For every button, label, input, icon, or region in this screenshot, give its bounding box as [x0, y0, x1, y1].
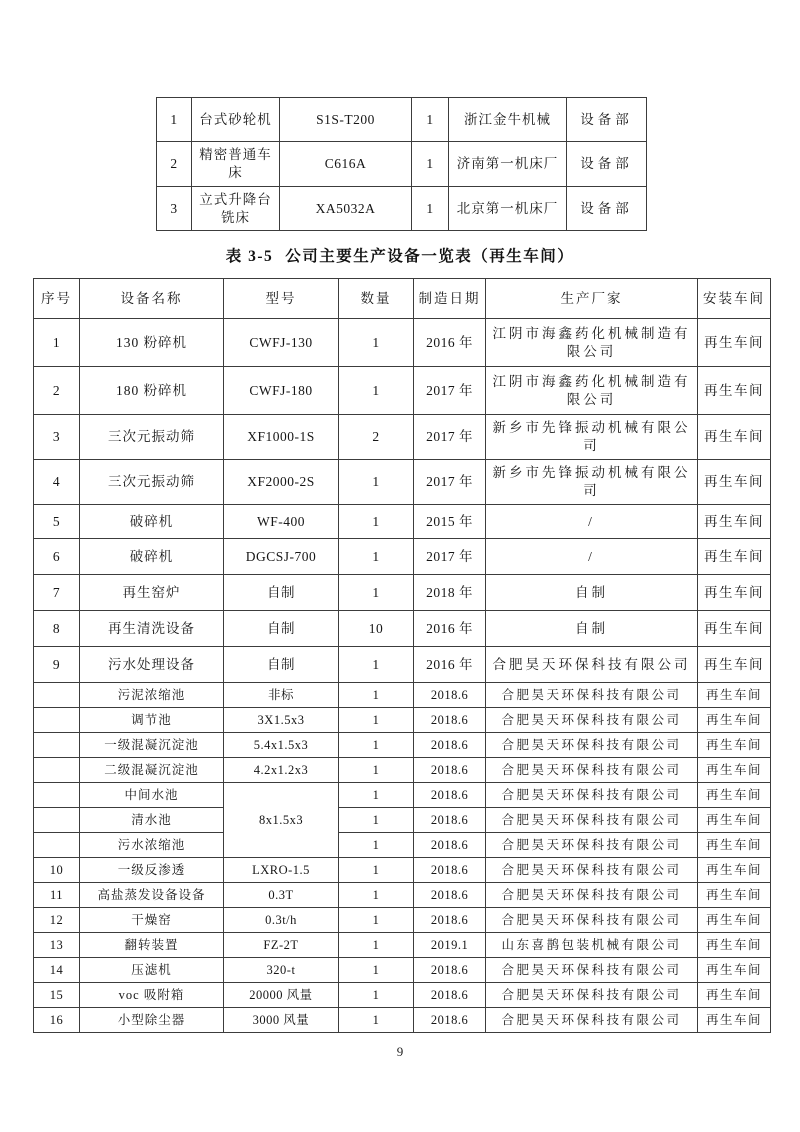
cell-equipment-name: 污泥浓缩池: [80, 683, 224, 708]
main-table-row: [34, 983, 771, 1008]
cell-model: 自制: [224, 647, 339, 683]
cell-quantity: 1: [412, 98, 449, 142]
cell-quantity: 1: [339, 1008, 414, 1033]
cell-serial: 4: [34, 460, 80, 505]
cell-equipment-name: 二级混凝沉淀池: [80, 758, 224, 783]
cell-manufacture-date: 2016 年: [414, 647, 486, 683]
cell-manufacturer: 合肥昊天环保科技有限公司: [486, 708, 698, 733]
cell-model: C616A: [280, 142, 412, 187]
cell-manufacture-date: 2018.6: [414, 683, 486, 708]
cell-manufacturer: /: [486, 505, 698, 539]
header-model: 型号: [224, 279, 339, 319]
cell-model: 3X1.5x3: [224, 708, 339, 733]
cell-equipment-name: 再生清洗设备: [80, 611, 224, 647]
cell-manufacturer: 合肥昊天环保科技有限公司: [486, 983, 698, 1008]
cell-quantity: 1: [339, 505, 414, 539]
cell-quantity: 2: [339, 415, 414, 460]
cell-model: 非标: [224, 683, 339, 708]
cell-manufacturer: 合肥昊天环保科技有限公司: [486, 783, 698, 808]
cell-manufacture-date: 2018.6: [414, 983, 486, 1008]
cell-install-workshop: 再生车间: [698, 575, 771, 611]
main-equipment-table: [33, 278, 771, 1033]
cell-manufacture-date: 2017 年: [414, 539, 486, 575]
cell-equipment-name: 一级混凝沉淀池: [80, 733, 224, 758]
cell-manufacture-date: 2018.6: [414, 858, 486, 883]
cell-manufacturer: 江阴市海鑫药化机械制造有限公司: [486, 367, 698, 415]
cell-equipment-name: 清水池: [80, 808, 224, 833]
cell-serial: [34, 708, 80, 733]
cell-quantity: 1: [339, 858, 414, 883]
cell-manufacturer: 山东喜鹊包装机械有限公司: [486, 933, 698, 958]
cell-model: LXRO-1.5: [224, 858, 339, 883]
cell-model: 0.3T: [224, 883, 339, 908]
cell-equipment-name: 调节池: [80, 708, 224, 733]
cell-equipment-name: 一级反渗透: [80, 858, 224, 883]
cell-manufacture-date: 2018.6: [414, 758, 486, 783]
cell-manufacturer: 自制: [486, 611, 698, 647]
cell-manufacturer: 合肥昊天环保科技有限公司: [486, 733, 698, 758]
cell-quantity: 1: [339, 319, 414, 367]
cell-equipment-name: 压滤机: [80, 958, 224, 983]
cell-install-dept: 设备部: [567, 187, 647, 231]
cell-serial: 1: [157, 98, 192, 142]
cell-model: CWFJ-130: [224, 319, 339, 367]
main-table-row: [34, 611, 771, 647]
cell-equipment-name: 再生窑炉: [80, 575, 224, 611]
cell-quantity: 1: [339, 367, 414, 415]
cell-manufacture-date: 2018 年: [414, 575, 486, 611]
cell-manufacture-date: 2016 年: [414, 611, 486, 647]
cell-manufacture-date: 2015 年: [414, 505, 486, 539]
cell-manufacture-date: 2018.6: [414, 833, 486, 858]
cell-serial: 9: [34, 647, 80, 683]
cell-manufacturer: 合肥昊天环保科技有限公司: [486, 958, 698, 983]
cell-install-workshop: 再生车间: [698, 733, 771, 758]
cell-model: 5.4x1.5x3: [224, 733, 339, 758]
cell-install-workshop: 再生车间: [698, 460, 771, 505]
cell-quantity: 1: [339, 708, 414, 733]
header-manufacture-date: 制造日期: [414, 279, 486, 319]
cell-serial: [34, 833, 80, 858]
cell-manufacturer: 新乡市先锋振动机械有限公司: [486, 415, 698, 460]
main-table-row: [34, 683, 771, 708]
cell-quantity: 1: [339, 733, 414, 758]
main-table-row: [34, 783, 771, 808]
header-equipment-name: 设备名称: [80, 279, 224, 319]
main-table-row: [34, 539, 771, 575]
cell-quantity: 1: [339, 808, 414, 833]
cell-quantity: 1: [412, 187, 449, 231]
cell-equipment-name: 台式砂轮机: [192, 98, 280, 142]
cell-quantity: 1: [339, 539, 414, 575]
cell-manufacture-date: 2017 年: [414, 367, 486, 415]
cell-equipment-name: 中间水池: [80, 783, 224, 808]
cell-equipment-name: 破碎机: [80, 505, 224, 539]
cell-serial: 11: [34, 883, 80, 908]
cell-model: 自制: [224, 611, 339, 647]
top-table-row: [157, 187, 647, 231]
cell-manufacturer: 合肥昊天环保科技有限公司: [486, 883, 698, 908]
top-table-row: [157, 98, 647, 142]
cell-manufacture-date: 2016 年: [414, 319, 486, 367]
cell-quantity: 1: [339, 908, 414, 933]
cell-manufacturer: 自制: [486, 575, 698, 611]
cell-model: CWFJ-180: [224, 367, 339, 415]
cell-manufacture-date: 2018.6: [414, 808, 486, 833]
main-table-row: [34, 367, 771, 415]
cell-install-workshop: 再生车间: [698, 933, 771, 958]
cell-manufacture-date: 2018.6: [414, 733, 486, 758]
cell-quantity: 1: [339, 883, 414, 908]
cell-manufacture-date: 2017 年: [414, 415, 486, 460]
cell-install-workshop: 再生车间: [698, 319, 771, 367]
cell-manufacturer: 合肥昊天环保科技有限公司: [486, 808, 698, 833]
cell-install-workshop: 再生车间: [698, 367, 771, 415]
main-table-row: [34, 319, 771, 367]
cell-serial: [34, 733, 80, 758]
cell-manufacture-date: 2018.6: [414, 708, 486, 733]
cell-serial: 16: [34, 1008, 80, 1033]
cell-serial: [34, 783, 80, 808]
cell-install-workshop: 再生车间: [698, 708, 771, 733]
cell-install-workshop: 再生车间: [698, 858, 771, 883]
cell-quantity: 1: [339, 933, 414, 958]
cell-serial: 15: [34, 983, 80, 1008]
cell-serial: [34, 758, 80, 783]
cell-model: 20000 风量: [224, 983, 339, 1008]
cell-quantity: 10: [339, 611, 414, 647]
cell-model: 4.2x1.2x3: [224, 758, 339, 783]
cell-install-workshop: 再生车间: [698, 833, 771, 858]
page-number: 9: [396, 1044, 404, 1059]
table-number-label: 表 3-5: [225, 248, 274, 265]
cell-serial: 2: [34, 367, 80, 415]
header-manufacturer: 生产厂家: [486, 279, 698, 319]
cell-manufacturer: /: [486, 539, 698, 575]
cell-install-workshop: 再生车间: [698, 758, 771, 783]
main-table-row: [34, 833, 771, 858]
cell-manufacture-date: 2017 年: [414, 460, 486, 505]
cell-quantity: 1: [412, 142, 449, 187]
cell-model: XA5032A: [280, 187, 412, 231]
cell-manufacturer: 合肥昊天环保科技有限公司: [486, 758, 698, 783]
cell-install-workshop: 再生车间: [698, 683, 771, 708]
cell-manufacturer: 新乡市先锋振动机械有限公司: [486, 460, 698, 505]
cell-serial: 7: [34, 575, 80, 611]
cell-serial: 8: [34, 611, 80, 647]
cell-manufacturer: 北京第一机床厂: [449, 187, 567, 231]
cell-model: 3000 风量: [224, 1008, 339, 1033]
cell-install-workshop: 再生车间: [698, 958, 771, 983]
cell-serial: 13: [34, 933, 80, 958]
cell-equipment-name: 高盐蒸发设备设备: [80, 883, 224, 908]
main-table-row: [34, 883, 771, 908]
cell-manufacturer: 江阴市海鑫药化机械制造有限公司: [486, 319, 698, 367]
main-table-row: [34, 1008, 771, 1033]
cell-manufacture-date: 2018.6: [414, 958, 486, 983]
cell-install-dept: 设备部: [567, 98, 647, 142]
cell-install-workshop: 再生车间: [698, 611, 771, 647]
table-title: [0, 244, 800, 266]
cell-model: 自制: [224, 575, 339, 611]
cell-manufacture-date: 2019.1: [414, 933, 486, 958]
main-table-row: [34, 758, 771, 783]
cell-equipment-name: 污水处理设备: [80, 647, 224, 683]
cell-equipment-name: 立式升降台铣床: [192, 187, 280, 231]
cell-equipment-name: 干燥窑: [80, 908, 224, 933]
cell-equipment-name: voc 吸附箱: [80, 983, 224, 1008]
cell-install-workshop: 再生车间: [698, 415, 771, 460]
cell-model: DGCSJ-700: [224, 539, 339, 575]
cell-serial: 12: [34, 908, 80, 933]
cell-manufacturer: 合肥昊天环保科技有限公司: [486, 858, 698, 883]
main-table-body: [34, 319, 771, 1033]
main-table-row: [34, 415, 771, 460]
main-table-row: [34, 505, 771, 539]
cell-serial: 3: [34, 415, 80, 460]
cell-serial: 6: [34, 539, 80, 575]
main-table-row: [34, 575, 771, 611]
cell-manufacturer: 合肥昊天环保科技有限公司: [486, 647, 698, 683]
cell-equipment-name: 小型除尘器: [80, 1008, 224, 1033]
cell-quantity: 1: [339, 647, 414, 683]
main-table-row: [34, 708, 771, 733]
cell-install-dept: 设备部: [567, 142, 647, 187]
main-table-row: [34, 908, 771, 933]
table-title-text: 公司主要生产设备一览表（再生车间）: [285, 248, 575, 265]
top-table-row: [157, 142, 647, 187]
cell-model: WF-400: [224, 505, 339, 539]
cell-model: S1S-T200: [280, 98, 412, 142]
cell-equipment-name: 三次元振动筛: [80, 415, 224, 460]
cell-quantity: 1: [339, 758, 414, 783]
main-table-row: [34, 733, 771, 758]
cell-equipment-name: 翻转装置: [80, 933, 224, 958]
main-table-row: [34, 647, 771, 683]
cell-equipment-name: 130 粉碎机: [80, 319, 224, 367]
cell-quantity: 1: [339, 575, 414, 611]
main-table-row: [34, 933, 771, 958]
cell-serial: 10: [34, 858, 80, 883]
cell-install-workshop: 再生车间: [698, 908, 771, 933]
cell-manufacture-date: 2018.6: [414, 883, 486, 908]
cell-quantity: 1: [339, 460, 414, 505]
cell-model: 320-t: [224, 958, 339, 983]
cell-manufacturer: 合肥昊天环保科技有限公司: [486, 1008, 698, 1033]
cell-equipment-name: 三次元振动筛: [80, 460, 224, 505]
main-table-header-row: [34, 279, 771, 319]
cell-serial: 3: [157, 187, 192, 231]
cell-serial: [34, 808, 80, 833]
cell-serial: 2: [157, 142, 192, 187]
cell-manufacturer: 济南第一机床厂: [449, 142, 567, 187]
cell-quantity: 1: [339, 983, 414, 1008]
cell-quantity: 1: [339, 783, 414, 808]
cell-install-workshop: 再生车间: [698, 505, 771, 539]
cell-install-workshop: 再生车间: [698, 883, 771, 908]
cell-serial: 14: [34, 958, 80, 983]
cell-model: FZ-2T: [224, 933, 339, 958]
cell-install-workshop: 再生车间: [698, 983, 771, 1008]
cell-manufacturer: 合肥昊天环保科技有限公司: [486, 833, 698, 858]
main-table-row: [34, 460, 771, 505]
cell-install-workshop: 再生车间: [698, 808, 771, 833]
cell-quantity: 1: [339, 958, 414, 983]
cell-model: 8x1.5x3: [224, 783, 339, 858]
cell-model: 0.3t/h: [224, 908, 339, 933]
cell-equipment-name: 精密普通车床: [192, 142, 280, 187]
cell-manufacturer: 浙江金牛机械: [449, 98, 567, 142]
cell-manufacture-date: 2018.6: [414, 1008, 486, 1033]
cell-install-workshop: 再生车间: [698, 783, 771, 808]
cell-install-workshop: 再生车间: [698, 539, 771, 575]
header-quantity: 数量: [339, 279, 414, 319]
cell-equipment-name: 破碎机: [80, 539, 224, 575]
cell-quantity: 1: [339, 683, 414, 708]
cell-install-workshop: 再生车间: [698, 647, 771, 683]
cell-model: XF1000-1S: [224, 415, 339, 460]
cell-manufacture-date: 2018.6: [414, 908, 486, 933]
main-table-row: [34, 858, 771, 883]
cell-serial: 1: [34, 319, 80, 367]
cell-quantity: 1: [339, 833, 414, 858]
cell-model: XF2000-2S: [224, 460, 339, 505]
header-install-workshop: 安装车间: [698, 279, 771, 319]
cell-manufacturer: 合肥昊天环保科技有限公司: [486, 908, 698, 933]
main-table-row: [34, 808, 771, 833]
cell-serial: [34, 683, 80, 708]
cell-equipment-name: 污水浓缩池: [80, 833, 224, 858]
header-serial: 序号: [34, 279, 80, 319]
cell-serial: 5: [34, 505, 80, 539]
previous-equipment-table: [156, 97, 647, 231]
cell-install-workshop: 再生车间: [698, 1008, 771, 1033]
main-table-row: [34, 958, 771, 983]
cell-equipment-name: 180 粉碎机: [80, 367, 224, 415]
cell-manufacture-date: 2018.6: [414, 783, 486, 808]
cell-manufacturer: 合肥昊天环保科技有限公司: [486, 683, 698, 708]
top-table-body: [157, 98, 647, 231]
